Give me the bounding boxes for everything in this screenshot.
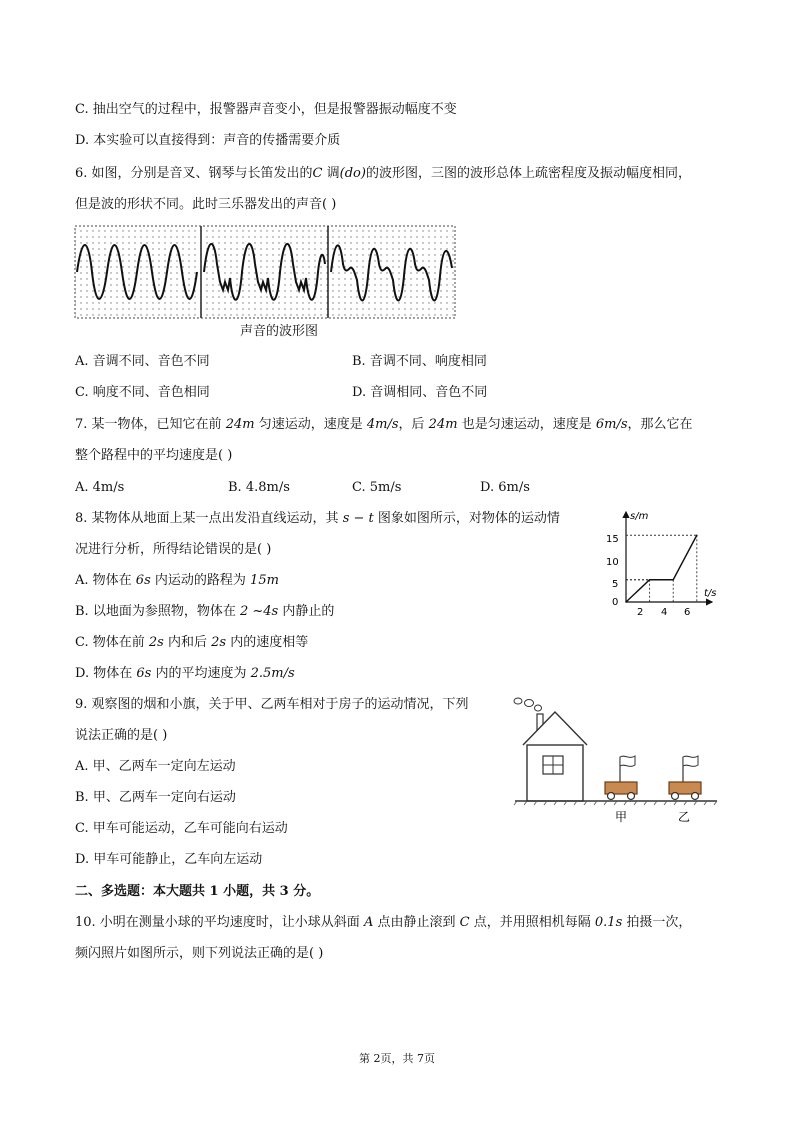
q9-option-b: B. 甲、乙两车一定向右运动 — [75, 790, 236, 805]
flag-yi — [683, 756, 698, 766]
x-tick-4: 4 — [661, 607, 668, 618]
q8-option-a: A. 物体在 6s 内运动的路程为 15m — [75, 573, 279, 588]
q8-option-c: C. 物体在前 2s 内和后 2s 内的速度相等 — [75, 635, 309, 650]
x-tick-6: 6 — [684, 607, 691, 618]
q6-stem-line1: 6. 如图，分别是音叉、钢琴与长笛发出的C 调(do)的波形图，三图的波形总体上疏密程度及振动幅度相同， — [75, 166, 691, 181]
q6-option-a: A. 音调不同、音色不同 — [75, 354, 210, 369]
data-point — [696, 534, 698, 536]
q6-option-b: B. 音调不同、响度相同 — [352, 354, 487, 369]
flag-jia — [620, 756, 635, 766]
q5-option-c: C. 抽出空气的过程中，报警器声音变小，但是报警器振动幅度不变 — [75, 102, 457, 117]
label-jia: 甲 — [615, 810, 628, 824]
q7-option-c: C. 5m/s — [352, 480, 402, 495]
q8-stem-line1: 8. 某物体从地面上某一点出发沿直线运动，其 s − t 图象如图所示，对物体的运动情 — [75, 511, 560, 526]
page-footer: 第 2页，共 7页 — [359, 1052, 435, 1065]
q6-option-d: D. 音调相同、音色不同 — [352, 385, 488, 400]
label-yi: 乙 — [678, 810, 691, 824]
q7-stem-line2: 整个路程中的平均速度是( ) — [75, 448, 233, 463]
y-tick-10: 10 — [606, 557, 619, 568]
data-point — [649, 579, 651, 581]
data-point — [672, 579, 674, 581]
waveform-figure — [74, 224, 456, 320]
st-graph — [600, 506, 725, 618]
q9-option-d: D. 甲车可能静止，乙车向左运动 — [75, 852, 263, 867]
smoke-puff — [514, 698, 522, 704]
car-jia — [605, 756, 637, 800]
y-tick-5: 5 — [612, 579, 619, 590]
q8-option-d: D. 物体在 6s 内的平均速度为 2.5m/s — [75, 666, 295, 681]
q9-option-a: A. 甲、乙两车一定向左运动 — [75, 759, 236, 774]
q6-stem-line2: 但是波的形状不同。此时三乐器发出的声音( ) — [75, 197, 337, 212]
q9-stem-line2: 说法正确的是( ) — [75, 728, 168, 743]
house-roof — [523, 712, 587, 745]
q5-option-d: D. 本实验可以直接得到：声音的传播需要介质 — [75, 133, 341, 148]
waveform-caption: 声音的波形图 — [240, 324, 319, 339]
waveform-grid — [75, 226, 455, 318]
q9-option-c: C. 甲车可能运动，乙车可能向右运动 — [75, 821, 288, 836]
car-yi — [669, 756, 701, 800]
st-data-line — [626, 535, 697, 602]
y-tick-0: 0 — [612, 597, 619, 608]
q10-stem-line1: 10. 小明在测量小球的平均速度时，让小球从斜面 A 点由静止滚到 C 点，并用照相机每隔 0.1s 拍摄一次， — [75, 915, 692, 930]
section2-heading: 二、多选题：本大题共 1 小题，共 3 分。 — [75, 884, 320, 899]
q7-option-d: D. 6m/s — [480, 480, 530, 495]
smoke-puff — [535, 705, 542, 711]
q9-stem-line1: 9. 观察图的烟和小旗，关于甲、乙两车相对于房子的运动情况，下列 — [75, 697, 469, 712]
house-cars-scene — [505, 690, 720, 830]
q10-stem-line2: 频闪照片如图所示，则下列说法正确的是( ) — [75, 946, 324, 961]
q7-stem-line1: 7. 某一物体，已知它在前 24m 匀速运动，速度是 4m/s，后 24m 也是匀速运动，速度是 6m/s，那么它在 — [75, 417, 693, 432]
q8-option-b: B. 以地面为参照物，物体在 2 ~4s 内静止的 — [75, 604, 335, 619]
q7-option-b: B. 4.8m/s — [228, 480, 290, 495]
smoke-puff — [525, 700, 534, 707]
q7-option-a: A. 4m/s — [75, 480, 125, 495]
q6-option-c: C. 响度不同、音色相同 — [75, 385, 210, 400]
x-tick-2: 2 — [637, 607, 644, 618]
y-axis-label: s/m — [630, 511, 649, 522]
y-tick-15: 15 — [606, 534, 619, 545]
data-point — [625, 601, 627, 603]
q8-stem-line2: 况进行分析，所得结论错误的是( ) — [75, 542, 272, 557]
x-axis-label: t/s — [704, 588, 717, 599]
